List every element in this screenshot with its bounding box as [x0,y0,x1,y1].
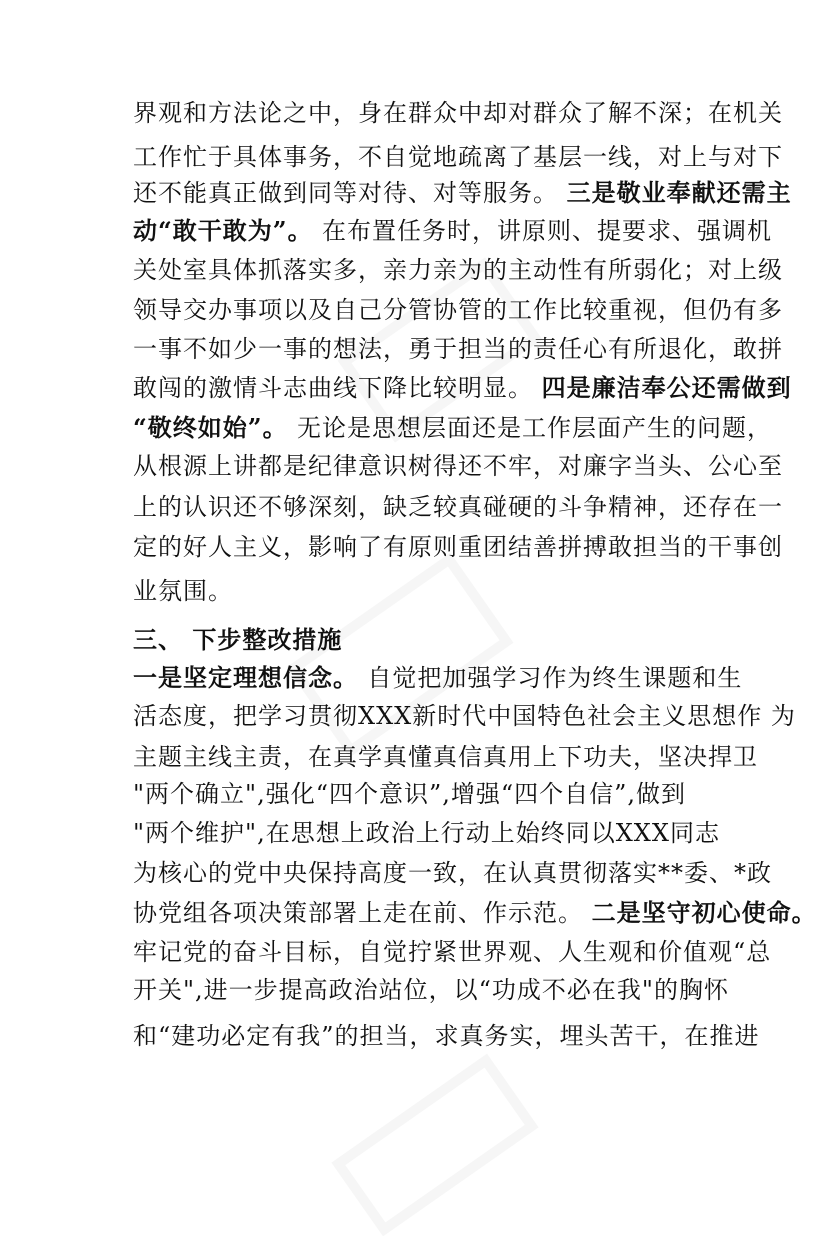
text-line [133,215,772,247]
text-line [133,97,783,129]
body-text: 为核心的党中央保持高度一致，在认真贯彻落实**委、*政 [133,859,772,887]
body-text: 自觉把加强学习作为终生课题和生 [367,664,743,692]
text-line [133,491,783,523]
body-text: 敢闯的激情斗志曲线下降比较明显。 [133,374,542,402]
text-line [133,141,783,173]
text-line [133,817,720,849]
text-line [133,936,772,968]
body-text: 协党组各项决策部署上走在前、作示范。 [133,899,592,927]
watermark-logo [331,1054,538,1236]
body-text: 领导交办事项以及自己分管协管的工作比较重视，但仍有多 [133,296,783,324]
body-text: 一事不如少一事的想法，勇于担当的责任心有所退化，敢拼 [133,335,783,363]
text-line [133,531,783,563]
text-line [133,294,783,326]
body-text: 界观和方法论之中，身在群众中却对群众了解不深；在机关 [133,99,783,127]
body-text: "两个确立",强化“四个意识”,增强“四个自信”,做到 [133,780,687,808]
body-text: 关处室具体抓落实多，亲力亲为的主动性有所弱化；对上级 [133,256,783,284]
text-line [133,372,792,404]
bold-text: 二是坚守初心使命。 [591,898,817,927]
body-text: 活态度，把学习贯彻XXX新时代中国特色社会主义思想作 为 [133,702,796,730]
text-line [133,333,783,365]
text-line [133,254,783,286]
body-text: 牢记党的奋斗目标，自觉拧紧世界观、人生观和价值观“总 [133,938,772,966]
bold-text: 四是廉洁奉公还需做到 [541,373,792,402]
bold-text: “敬终如始”。 [133,413,297,442]
bold-text: 三、 下步整改措施 [133,625,343,654]
body-text: 和“建功必定有我”的担当，求真务实，埋头苦干，在推进 [133,1022,760,1050]
body-text: 在布置任务时，讲原则、提要求、强调机 [321,217,772,245]
text-line [133,741,758,773]
text-line [133,857,772,889]
body-text: 主题主线主责，在真学真懂真信真用上下功夫，坚决捍卫 [133,743,758,771]
body-text: "两个维护",在思想上政治上行动上始终同以XXX同志 [133,819,720,847]
body-text: 从根源上讲都是纪律意识树得还不牢，对廉字当头、公心至 [133,452,783,480]
text-line [133,974,729,1006]
body-text: 开关",进一步提高政治站位，以“功成不必在我"的胸怀 [133,976,729,1004]
text-line [133,450,783,482]
text-line [133,575,713,607]
bold-text: 三是敬业奉献还需主 [566,178,792,207]
body-text: 还不能真正做到同等对待、对等服务。 [133,179,567,207]
body-text: 定的好人主义，影响了有原则重团结善拼搏敢担当的干事创 [133,533,783,561]
bold-text: 一是坚定理想信念。 [133,663,368,692]
body-text: 上的认识还不够深刻，缺乏较真碰硬的斗争精神，还存在一 [133,493,783,521]
body-text: 无论是思想层面还是工作层面产生的问题， [296,414,772,442]
text-line [133,624,713,656]
text-line [133,412,772,444]
body-text: 工作忙于具体事务，不自觉地疏离了基层一线，对上与对下 [133,143,783,171]
text-line [133,177,792,209]
bold-text: 动“敢干敢为”。 [133,216,322,245]
text-line [133,1020,760,1052]
text-line [133,662,743,694]
text-line [133,897,817,929]
text-line [133,700,796,732]
body-text: 业氛围。 [133,577,233,605]
text-line [133,778,713,810]
